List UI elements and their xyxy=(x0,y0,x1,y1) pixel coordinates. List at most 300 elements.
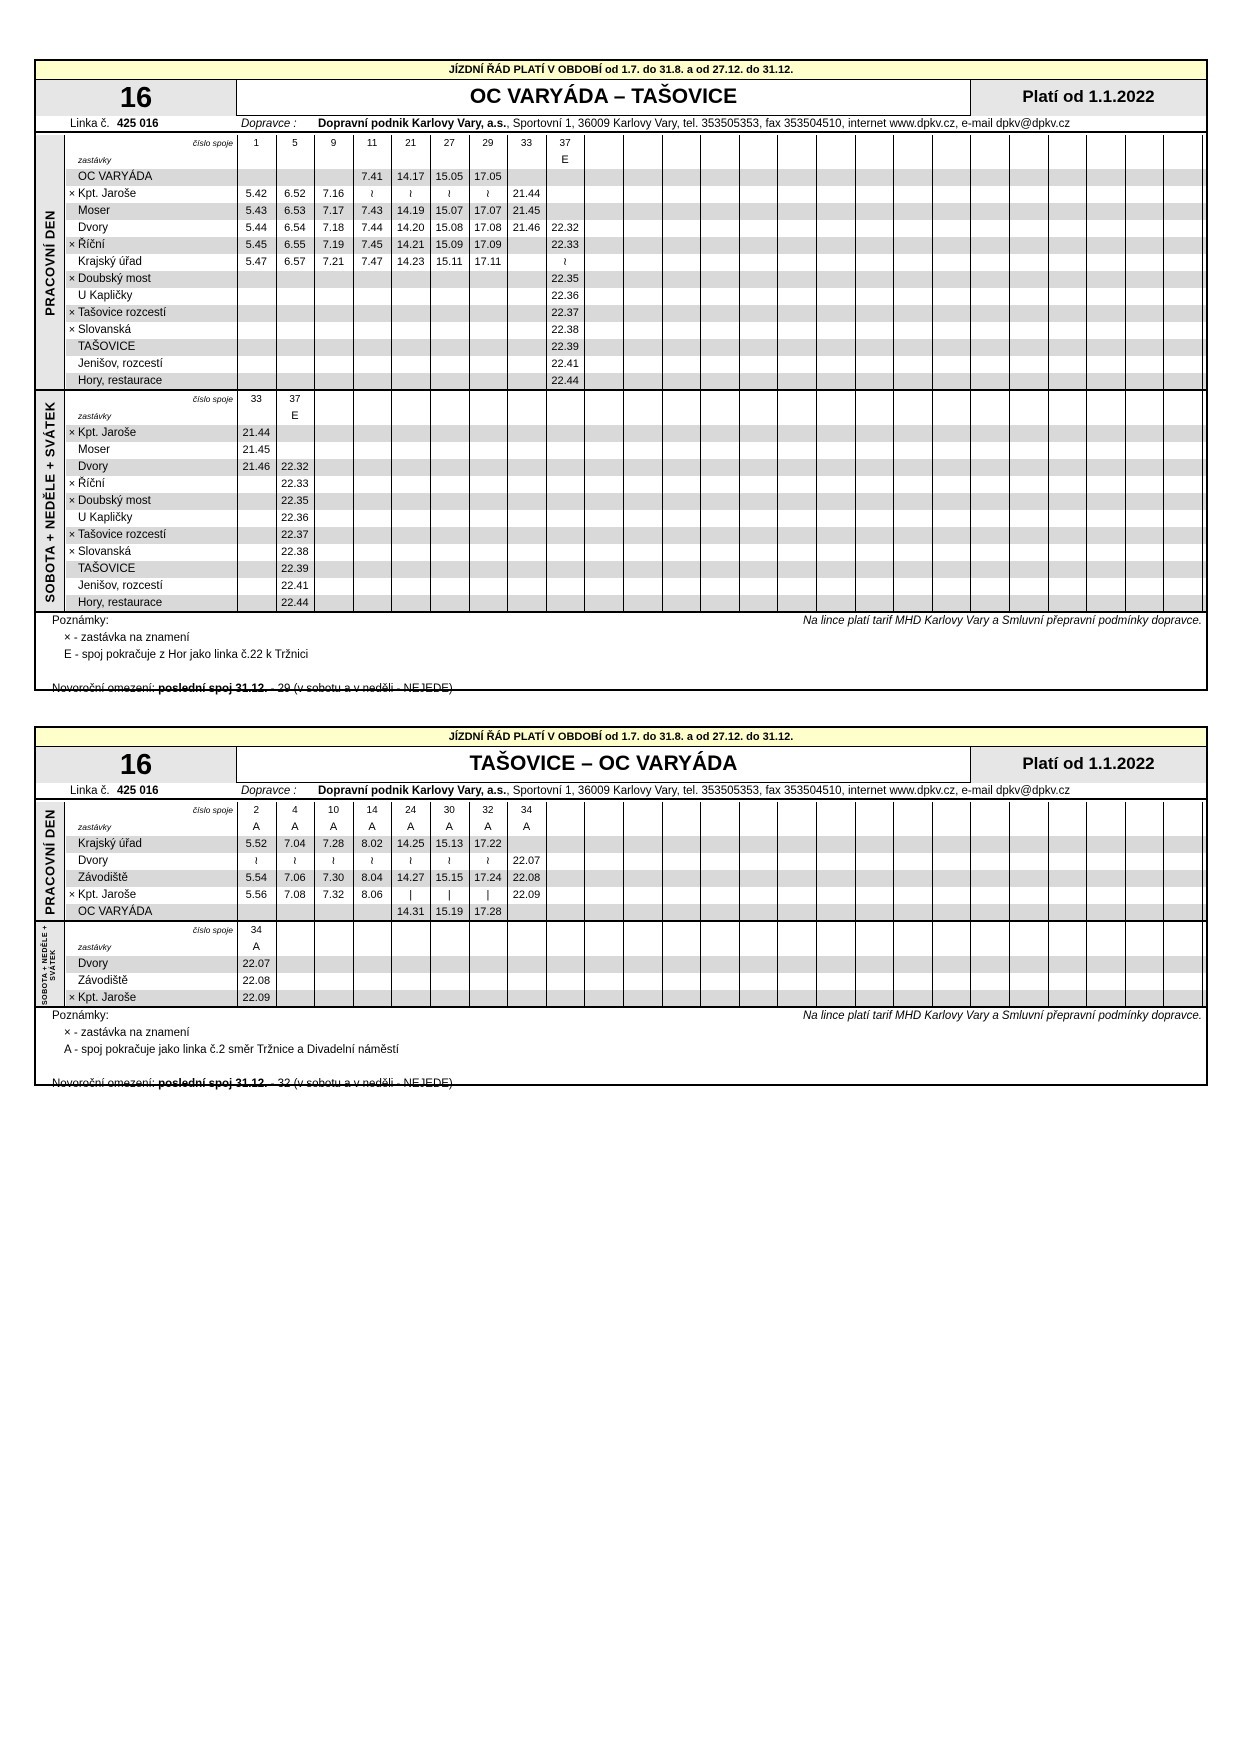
departure-time xyxy=(507,904,546,921)
linka-number: 425 016 xyxy=(117,785,159,797)
grid-line xyxy=(1048,802,1049,921)
grid-line xyxy=(314,135,315,390)
stop-name: Kpt. Jaroše xyxy=(78,427,137,439)
request-stop-mark xyxy=(66,595,78,612)
new-year-detail: - 32 (v sobotu a v neděli - NEJEDE) xyxy=(267,1078,453,1090)
header xyxy=(36,747,1206,783)
valid-from: Platí od 1.1.2022 xyxy=(970,80,1206,116)
grid-line xyxy=(1163,802,1164,921)
stop-name: Závodiště xyxy=(78,872,128,884)
departure-time: 15.19 xyxy=(435,906,464,918)
stop-name: U Kapličky xyxy=(78,512,133,524)
departure-time: 8.04 xyxy=(361,872,383,884)
grid-line xyxy=(662,922,663,1007)
request-stop-mark: × xyxy=(68,324,76,336)
day-type-label xyxy=(36,135,65,390)
departure-time: 22.41 xyxy=(551,358,579,370)
stop-row xyxy=(36,887,1206,904)
route-title: TAŠOVICE – OC VARYÁDA xyxy=(469,752,738,775)
new-year-last-trip: poslední spoj 31.12. xyxy=(158,1078,268,1090)
departure-time: 15.05 xyxy=(435,171,464,183)
stop-row xyxy=(36,254,1206,271)
grid-line xyxy=(1163,391,1164,612)
zastavky-label: zastávky xyxy=(78,822,112,832)
departure-time xyxy=(391,288,430,305)
grid-line xyxy=(391,135,392,390)
grid-line xyxy=(816,922,817,1007)
grid-line xyxy=(584,391,585,612)
departure-time: | xyxy=(409,889,413,901)
departure-time: 5.54 xyxy=(245,872,267,884)
stop-row xyxy=(36,339,1206,356)
departure-time: 22.09 xyxy=(512,889,541,901)
timetable-oc-varyada-tasovice xyxy=(34,59,1208,695)
trip-number: 30 xyxy=(443,805,455,816)
trip-number: 37 xyxy=(559,138,571,149)
request-stop-mark: × xyxy=(68,273,76,285)
stop-row xyxy=(36,510,1206,527)
departure-time: ≀ xyxy=(370,188,375,200)
stop-name: Doubský most xyxy=(78,495,151,507)
validity-banner: JÍZDNÍ ŘÁD PLATÍ V OBDOBÍ od 1.7. do 31.8. a od 27.12. do 31.12. xyxy=(36,728,1206,747)
grid-line xyxy=(700,391,701,612)
departure-time: 22.37 xyxy=(551,307,579,319)
departure-time: 17.05 xyxy=(474,171,502,183)
grid-line xyxy=(1009,802,1010,921)
stop-row xyxy=(36,425,1206,442)
departure-time xyxy=(391,271,430,288)
departure-time xyxy=(507,339,546,356)
stop-name: Moser xyxy=(78,444,110,456)
stop-row xyxy=(36,973,1206,990)
request-stop-mark xyxy=(66,442,78,459)
departure-time: 21.45 xyxy=(242,444,271,456)
stop-row xyxy=(36,356,1206,373)
trip-number-row xyxy=(36,391,1206,408)
grid-line xyxy=(700,135,701,390)
stop-row xyxy=(36,527,1206,544)
departure-time xyxy=(237,493,276,510)
trip-number: 29 xyxy=(482,138,494,149)
request-stop-mark: × xyxy=(68,427,76,439)
request-stop-mark xyxy=(66,956,78,973)
departure-time: 22.37 xyxy=(281,529,309,541)
departure-time: ≀ xyxy=(331,855,336,867)
request-stop-mark xyxy=(66,220,78,237)
departure-time xyxy=(276,288,315,305)
grid-line xyxy=(623,802,624,921)
grid-line xyxy=(430,135,431,390)
departure-time: 15.11 xyxy=(435,256,463,268)
departure-time: 22.41 xyxy=(281,580,309,592)
trip-note xyxy=(507,152,546,169)
grid-line xyxy=(314,391,315,612)
departure-time xyxy=(391,305,430,322)
departure-time: 22.38 xyxy=(281,546,309,558)
day-type-text: SOBOTA + NEDĚLE + SVÁTEK xyxy=(42,924,57,1005)
departure-time xyxy=(430,288,469,305)
stop-name: TAŠOVICE xyxy=(78,341,136,353)
departure-time: 7.17 xyxy=(322,205,345,217)
departure-time xyxy=(507,836,546,853)
departure-time: 22.36 xyxy=(551,290,579,302)
grid-line xyxy=(623,391,624,612)
note-item: A - spoj pokračuje jako linka č.2 směr Tržnice a Divadelní náměstí xyxy=(64,1044,399,1056)
stop-row xyxy=(36,442,1206,459)
grid-line xyxy=(662,135,663,390)
departure-time: 21.46 xyxy=(242,461,271,473)
departure-time xyxy=(237,510,276,527)
departure-time xyxy=(276,271,315,288)
grid-line xyxy=(970,391,971,612)
departure-time: 22.07 xyxy=(242,958,271,970)
departure-time xyxy=(237,356,276,373)
departure-time: 7.44 xyxy=(361,222,383,234)
stop-row xyxy=(36,904,1206,921)
departure-time: ≀ xyxy=(485,855,490,867)
departure-time xyxy=(469,373,508,390)
departure-time: 7.04 xyxy=(284,838,306,850)
departure-time: 14.25 xyxy=(396,838,425,850)
trip-note: A xyxy=(484,821,492,833)
trip-note xyxy=(391,152,430,169)
timetable-tasovice-oc-varyada xyxy=(34,726,1208,1090)
departure-time: 14.31 xyxy=(396,906,425,918)
departure-time: 8.06 xyxy=(361,889,383,901)
grid-line xyxy=(816,802,817,921)
departure-time: | xyxy=(486,889,490,901)
departure-time xyxy=(314,373,353,390)
trip-note-row xyxy=(36,819,1206,836)
grid-line xyxy=(1202,135,1203,390)
new-year-detail: - 29 (v sobotu a v neděli - NEJEDE) xyxy=(267,683,453,695)
grid-line xyxy=(1202,391,1203,612)
dopravce-label: Dopravce : xyxy=(241,118,297,130)
departure-time xyxy=(469,288,508,305)
new-year-label: Novoroční omezení: xyxy=(52,683,159,695)
departure-time xyxy=(237,169,276,186)
request-stop-mark: × xyxy=(68,478,76,490)
dopravce-name: Dopravní podnik Karlovy Vary, a.s. xyxy=(318,785,507,797)
request-stop-mark xyxy=(66,288,78,305)
grid-line xyxy=(1125,135,1126,390)
grid-line xyxy=(1086,135,1087,390)
departure-time xyxy=(237,288,276,305)
departure-time xyxy=(430,356,469,373)
departure-time xyxy=(469,356,508,373)
departure-time: 7.06 xyxy=(284,872,306,884)
trip-number: 37 xyxy=(289,394,301,405)
request-stop-mark: × xyxy=(68,239,76,251)
departure-time: 14.20 xyxy=(396,222,425,234)
new-year-note xyxy=(52,1078,453,1090)
stop-name: Závodiště xyxy=(78,975,128,987)
linka-label: Linka č. xyxy=(70,118,110,130)
grid-line xyxy=(1086,391,1087,612)
stop-row xyxy=(36,271,1206,288)
departure-time: 6.54 xyxy=(284,222,306,234)
trip-number: 2 xyxy=(253,805,260,816)
grid-line xyxy=(1086,922,1087,1007)
trip-note-row xyxy=(36,939,1206,956)
grid-line xyxy=(1048,922,1049,1007)
departure-time xyxy=(430,305,469,322)
grid-line xyxy=(546,391,547,612)
departure-time: 5.42 xyxy=(245,188,267,200)
grid-line xyxy=(739,135,740,390)
departure-time xyxy=(276,904,315,921)
tariff-note: Na lince platí tarif MHD Karlovy Vary a Smluvní přepravní podmínky dopravce. xyxy=(802,615,1202,627)
trip-number: 34 xyxy=(250,925,262,936)
grid-line xyxy=(932,391,933,612)
grid-line xyxy=(237,391,238,612)
stop-name: Dvory xyxy=(78,461,109,473)
departure-time: 15.13 xyxy=(435,838,464,850)
operator-info xyxy=(36,116,1206,133)
line-number: 16 xyxy=(36,747,237,783)
departure-time: 22.39 xyxy=(551,341,579,353)
trip-note: A xyxy=(329,821,338,833)
departure-time: 6.55 xyxy=(284,239,306,251)
request-stop-mark xyxy=(66,836,78,853)
departure-time: 22.35 xyxy=(281,495,309,507)
trip-note: A xyxy=(368,821,376,833)
stop-row xyxy=(36,595,1206,612)
trip-note xyxy=(353,152,392,169)
departure-time: 15.15 xyxy=(435,872,464,884)
stop-name: Doubský most xyxy=(78,273,151,285)
grid-line xyxy=(932,922,933,1007)
departure-time: 7.19 xyxy=(322,239,345,251)
stop-name: Tašovice rozcestí xyxy=(78,307,167,319)
departure-time: 22.09 xyxy=(242,992,271,1004)
stop-name: Kpt. Jaroše xyxy=(78,188,137,200)
departure-time: 21.46 xyxy=(512,222,541,234)
stop-name: Slovanská xyxy=(78,546,132,558)
grid-line xyxy=(816,391,817,612)
departure-time xyxy=(469,322,508,339)
departure-time: 22.33 xyxy=(551,239,579,251)
stop-name: Říční xyxy=(78,478,105,490)
departure-time xyxy=(353,322,392,339)
departure-time xyxy=(469,339,508,356)
stop-row xyxy=(36,322,1206,339)
grid-line xyxy=(777,802,778,921)
departure-time: 17.11 xyxy=(474,256,502,268)
trip-number-row xyxy=(36,802,1206,819)
grid-line xyxy=(469,391,470,612)
grid-line xyxy=(276,922,277,1007)
departure-time xyxy=(507,237,546,254)
trip-note: A xyxy=(407,821,415,833)
departure-time: 14.21 xyxy=(396,239,425,251)
grid-line xyxy=(237,135,238,390)
departure-time: ≀ xyxy=(485,188,490,200)
stop-row xyxy=(36,305,1206,322)
request-stop-mark xyxy=(66,510,78,527)
stop-name: OC VARYÁDA xyxy=(78,171,153,183)
trip-number-row xyxy=(36,922,1206,939)
departure-time: 17.07 xyxy=(474,205,502,217)
stop-row xyxy=(36,870,1206,887)
departure-time: ≀ xyxy=(447,855,452,867)
departure-time: 21.44 xyxy=(512,188,541,200)
stop-name: Hory, restaurace xyxy=(78,597,163,609)
stop-row xyxy=(36,186,1206,203)
grid-line xyxy=(237,802,238,921)
grid-line xyxy=(469,135,470,390)
grid-line xyxy=(777,135,778,390)
departure-time: 5.47 xyxy=(245,256,267,268)
trip-note: E xyxy=(561,154,569,166)
stop-row xyxy=(36,203,1206,220)
departure-time: 8.02 xyxy=(361,838,383,850)
request-stop-mark xyxy=(66,254,78,271)
grid-line xyxy=(314,922,315,1007)
stop-row xyxy=(36,288,1206,305)
dopravce-details: , Sportovní 1, 36009 Karlovy Vary, tel. 353505353, fax 353504510, internet www.dpkv.cz, e-mail dpkv@dpkv.cz xyxy=(506,785,1071,797)
departure-time: 22.39 xyxy=(281,563,309,575)
grid-line xyxy=(546,802,547,921)
grid-line xyxy=(276,391,277,612)
departure-time xyxy=(546,169,585,186)
departure-time: 7.16 xyxy=(322,188,345,200)
departure-time xyxy=(314,288,353,305)
stop-name: Dvory xyxy=(78,855,109,867)
trip-note xyxy=(314,152,353,169)
departure-time: ≀ xyxy=(408,855,413,867)
departure-time xyxy=(507,271,546,288)
grid-line xyxy=(662,802,663,921)
departure-time: 7.45 xyxy=(361,239,383,251)
departure-time xyxy=(353,271,392,288)
departure-time xyxy=(276,356,315,373)
grid-line xyxy=(932,802,933,921)
stop-row xyxy=(36,493,1206,510)
departure-time: 5.45 xyxy=(245,239,267,251)
valid-from: Platí od 1.1.2022 xyxy=(970,747,1206,783)
grid-line xyxy=(430,922,431,1007)
departure-time xyxy=(314,339,353,356)
new-year-last-trip: poslední spoj 31.12. xyxy=(158,683,268,695)
request-stop-mark xyxy=(66,373,78,390)
request-stop-mark xyxy=(66,356,78,373)
departure-time xyxy=(507,288,546,305)
grid-line xyxy=(1009,135,1010,390)
grid-line xyxy=(314,802,315,921)
stop-row xyxy=(36,544,1206,561)
departure-time: 7.08 xyxy=(284,889,306,901)
grid-line xyxy=(700,802,701,921)
stop-name: U Kapličky xyxy=(78,290,133,302)
departure-time xyxy=(314,356,353,373)
departure-time: 14.17 xyxy=(396,171,425,183)
departure-time xyxy=(353,288,392,305)
grid-line xyxy=(276,135,277,390)
day-type-text: PRACOVNÍ DEN xyxy=(42,209,58,316)
trip-number: 5 xyxy=(292,138,298,149)
grid-line xyxy=(893,922,894,1007)
grid-line xyxy=(1086,802,1087,921)
grid-line xyxy=(700,922,701,1007)
trip-number: 14 xyxy=(366,805,378,816)
day-type-label xyxy=(36,802,65,921)
grid-line xyxy=(546,135,547,390)
request-stop-mark xyxy=(66,973,78,990)
departure-time xyxy=(276,339,315,356)
departure-time xyxy=(237,561,276,578)
notes-title: Poznámky: xyxy=(52,615,109,627)
request-stop-mark: × xyxy=(68,992,76,1004)
grid-line xyxy=(1202,802,1203,921)
departure-time xyxy=(237,476,276,493)
stop-name: Jenišov, rozcestí xyxy=(78,358,163,370)
departure-time: 17.22 xyxy=(474,838,502,850)
departure-time xyxy=(430,373,469,390)
departure-time xyxy=(507,322,546,339)
departure-time xyxy=(507,254,546,271)
cislo-spoje-label: číslo spoje xyxy=(192,805,233,815)
departure-time: 7.41 xyxy=(361,171,383,183)
grid-line xyxy=(469,922,470,1007)
grid-line xyxy=(777,922,778,1007)
stop-name: Říční xyxy=(78,239,105,251)
grid-line xyxy=(391,922,392,1007)
trip-note-row xyxy=(36,408,1206,425)
request-stop-mark xyxy=(66,561,78,578)
stop-name: Krajský úřad xyxy=(78,256,142,268)
departure-time: 7.32 xyxy=(322,889,345,901)
departure-time: 21.44 xyxy=(242,427,271,439)
grid-line xyxy=(507,391,508,612)
departure-time: 6.52 xyxy=(284,188,306,200)
departure-time: 17.28 xyxy=(474,906,502,918)
stop-name: Hory, restaurace xyxy=(78,375,163,387)
departure-time xyxy=(507,356,546,373)
stop-row xyxy=(36,459,1206,476)
grid-line xyxy=(584,922,585,1007)
route-title: OC VARYÁDA – TAŠOVICE xyxy=(469,85,738,108)
departure-time xyxy=(353,339,392,356)
section-divider xyxy=(36,611,1206,613)
stop-name: Dvory xyxy=(78,222,109,234)
trip-number: 33 xyxy=(520,138,533,149)
trip-note xyxy=(237,408,276,425)
grid-line xyxy=(855,802,856,921)
departure-time: 7.43 xyxy=(361,205,383,217)
request-stop-mark: × xyxy=(68,546,76,558)
departure-time: 5.44 xyxy=(245,222,267,234)
grid-line xyxy=(237,922,238,1007)
header xyxy=(36,80,1206,116)
grid-line xyxy=(1048,135,1049,390)
grid-line xyxy=(353,802,354,921)
departure-time: 7.28 xyxy=(322,838,345,850)
note-item: E - spoj pokračuje z Hor jako linka č.22 k Tržnici xyxy=(64,649,309,661)
departure-time xyxy=(353,305,392,322)
grid-line xyxy=(353,135,354,390)
grid-line xyxy=(507,802,508,921)
departure-time xyxy=(276,373,315,390)
trip-number: 33 xyxy=(250,394,262,405)
grid-line xyxy=(1163,135,1164,390)
operator-info xyxy=(36,783,1206,800)
tariff-note: Na lince platí tarif MHD Karlovy Vary a Smluvní přepravní podmínky dopravce. xyxy=(802,1010,1202,1022)
notes-title: Poznámky: xyxy=(52,1010,109,1022)
departure-time: ≀ xyxy=(292,855,297,867)
departure-time: 7.21 xyxy=(322,256,345,268)
trip-number: 11 xyxy=(366,138,378,149)
